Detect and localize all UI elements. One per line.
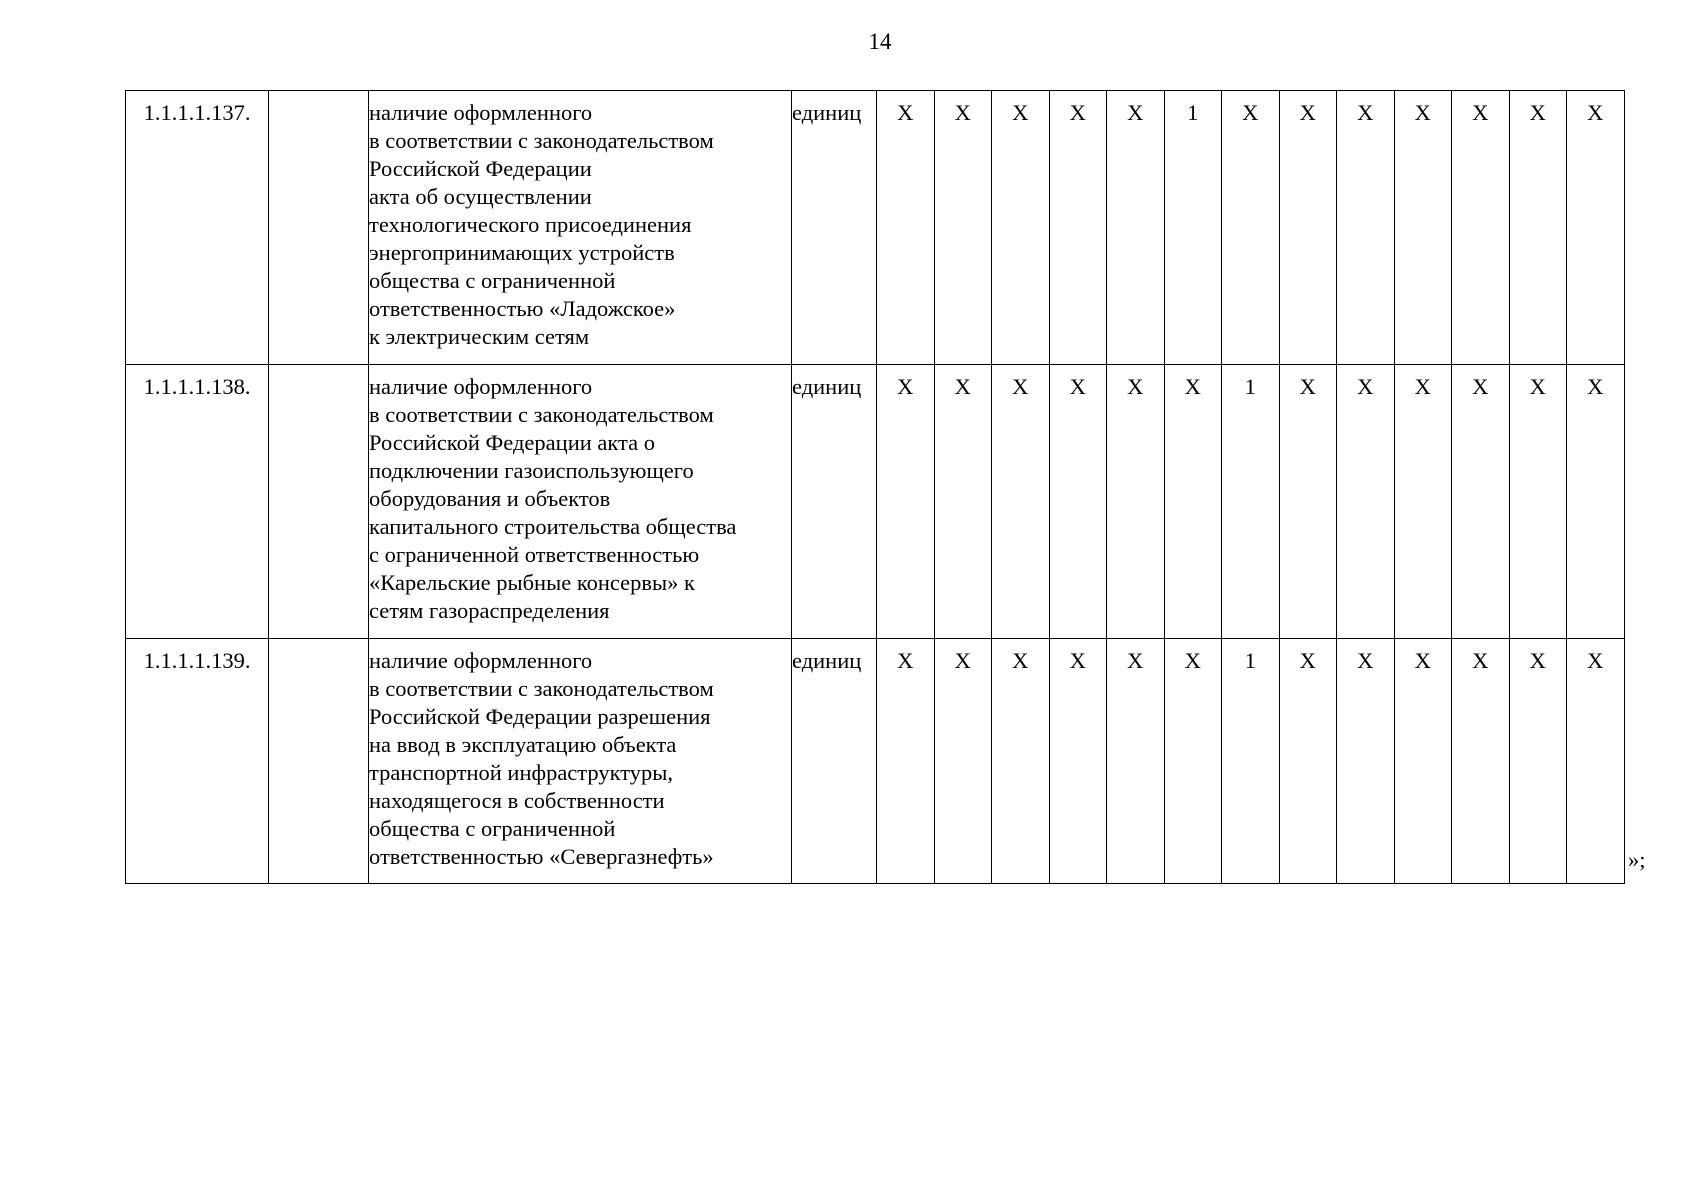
value-cell: X (1509, 365, 1567, 639)
table-row (126, 91, 1625, 365)
value-cell: X (934, 91, 992, 365)
value-cell: X (1107, 365, 1165, 639)
value-cell: X (1337, 365, 1395, 639)
table-row (126, 365, 1625, 639)
table-body (126, 91, 1625, 884)
page-number: 14 (868, 29, 892, 54)
description-line: в соответствии с законодательством (369, 128, 714, 153)
value-cell: X (1452, 91, 1510, 365)
value-cell: X (877, 639, 935, 884)
description-cell (369, 639, 792, 884)
description-line: наличие оформленного (369, 374, 593, 399)
code-cell (269, 365, 369, 639)
value-cell: X (1567, 91, 1625, 365)
value-cell: X (992, 639, 1050, 884)
table-row (126, 639, 1625, 884)
value-cell: X (1107, 91, 1165, 365)
value-cell: X (1279, 91, 1337, 365)
description-line: ответственностью «Ладожское» (369, 296, 676, 321)
unit-cell: единиц (792, 91, 877, 365)
value-cell: X (1452, 365, 1510, 639)
value-cell: X (934, 365, 992, 639)
value-cell: X (1164, 639, 1222, 884)
unit-cell: единиц (792, 365, 877, 639)
value-cell: X (1394, 639, 1452, 884)
description-line: ответственностью «Севергазнефть» (369, 844, 714, 869)
value-cell: X (1394, 365, 1452, 639)
description-line: сетям газораспределения (369, 598, 610, 623)
description-line: Российской Федерации акта о (369, 430, 655, 455)
value-cell: X (1049, 91, 1107, 365)
description-line: транспортной инфраструктуры, (369, 760, 674, 785)
value-cell: X (1567, 365, 1625, 639)
description-line: в соответствии с законодательством (369, 402, 714, 427)
code-cell (269, 639, 369, 884)
indicator-table (125, 90, 1625, 884)
value-cell: X (1279, 365, 1337, 639)
description-cell (369, 365, 792, 639)
value-cell: X (1049, 639, 1107, 884)
value-cell: X (934, 639, 992, 884)
description-line: акта об осуществлении (369, 184, 592, 209)
description-cell (369, 91, 792, 365)
description-line: «Карельские рыбные консервы» к (369, 570, 695, 595)
value-cell: X (1107, 639, 1165, 884)
value-cell: 1 (1222, 639, 1280, 884)
value-cell: X (1337, 91, 1395, 365)
row-number-cell: 1.1.1.1.138. (126, 365, 269, 639)
description-line: общества с ограниченной (369, 816, 616, 841)
value-cell: X (1222, 91, 1280, 365)
description-line: Российской Федерации разрешения (369, 704, 711, 729)
value-cell: X (1509, 91, 1567, 365)
row-number-cell: 1.1.1.1.139. (126, 639, 269, 884)
code-cell (269, 91, 369, 365)
row-number-cell: 1.1.1.1.137. (126, 91, 269, 365)
description-line: оборудования и объектов (369, 486, 611, 511)
description-line: на ввод в эксплуатацию объекта (369, 732, 677, 757)
description-line: к электрическим сетям (369, 324, 590, 349)
description-line: наличие оформленного (369, 100, 593, 125)
description-line: находящегося в собственности (369, 788, 665, 813)
value-cell: X (877, 91, 935, 365)
value-cell: X (992, 365, 1050, 639)
value-cell: X (1279, 639, 1337, 884)
value-cell: 1 (1222, 365, 1280, 639)
description-line: энергопринимающих устройств (369, 240, 675, 265)
description-line: с ограниченной ответственностью (369, 542, 700, 567)
value-cell: X (1509, 639, 1567, 884)
description-line: капитального строительства общества (369, 514, 737, 539)
value-cell: X (1049, 365, 1107, 639)
unit-cell: единиц (792, 639, 877, 884)
value-cell: X (877, 365, 935, 639)
value-cell: X (1394, 91, 1452, 365)
closing-quote-mark: »; (1628, 847, 1646, 872)
description-line: общества с ограниченной (369, 268, 616, 293)
value-cell: X (1337, 639, 1395, 884)
value-cell: X (1164, 365, 1222, 639)
value-cell: X (1567, 639, 1625, 884)
value-cell: 1 (1164, 91, 1222, 365)
description-line: наличие оформленного (369, 648, 593, 673)
description-line: подключении газоиспользующего (369, 458, 694, 483)
value-cell: X (992, 91, 1050, 365)
description-line: в соответствии с законодательством (369, 676, 714, 701)
description-line: Российской Федерации (369, 156, 592, 181)
description-line: технологического присоединения (369, 212, 692, 237)
value-cell: X (1452, 639, 1510, 884)
